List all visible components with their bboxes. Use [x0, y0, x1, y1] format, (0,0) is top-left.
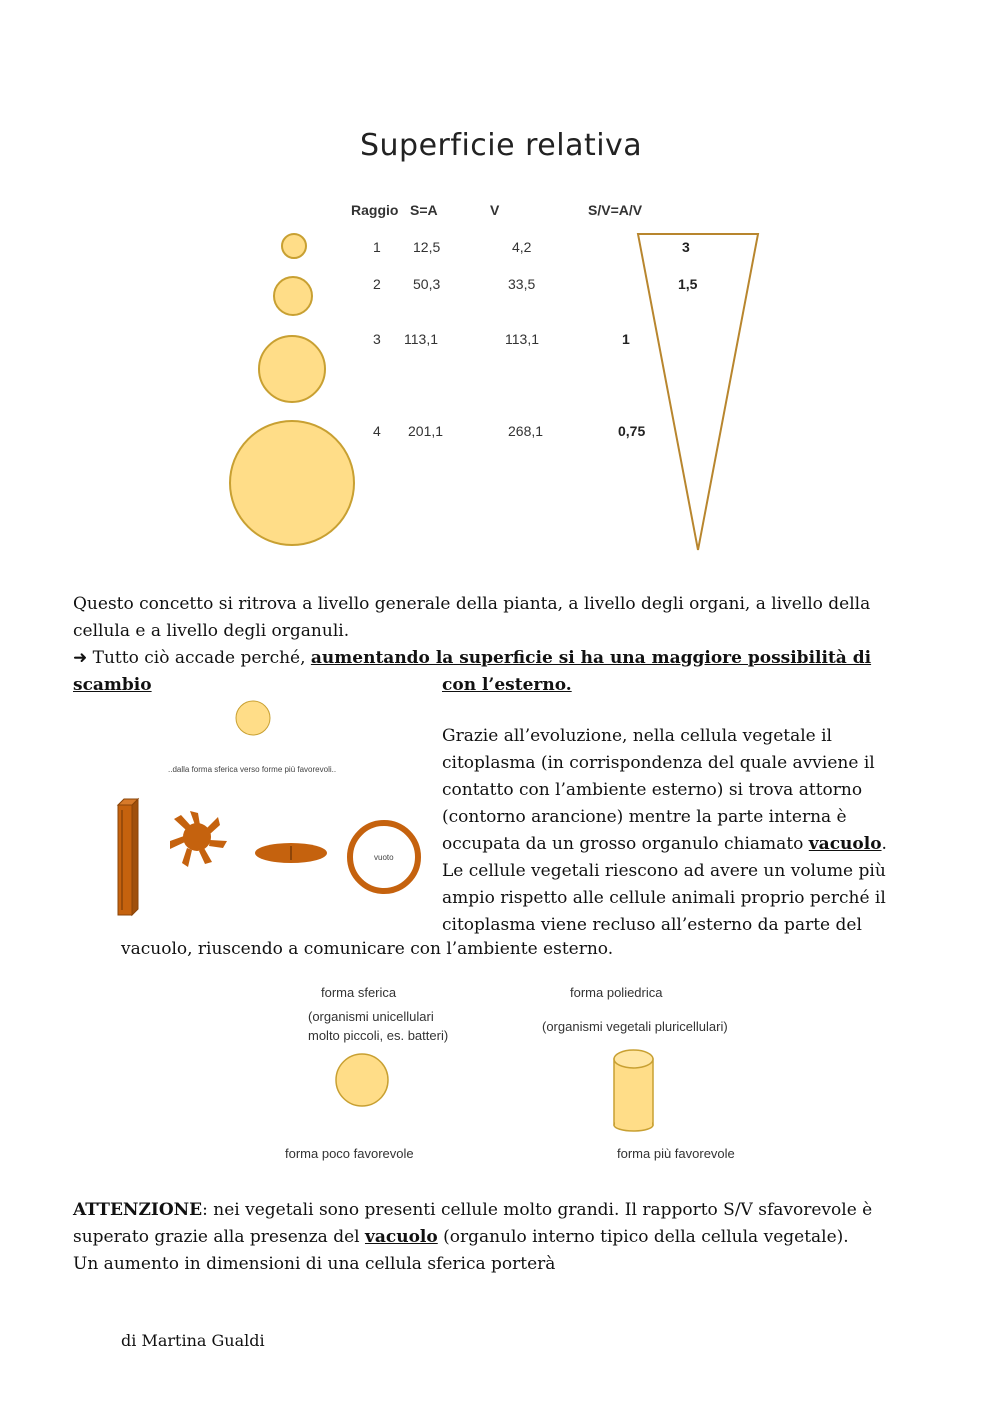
sphere-cell-icon	[336, 1054, 388, 1106]
row3-s: 113,1	[404, 331, 438, 347]
attention-label: ATTENZIONE	[73, 1200, 203, 1220]
table-header-v: V	[490, 202, 500, 218]
row1-ratio: 3	[682, 239, 690, 255]
left-form-sub-1: (organismi unicellulari	[308, 1009, 434, 1024]
table-header-raggio: Raggio	[351, 202, 399, 218]
shapes-figure	[110, 695, 430, 925]
left-form-title: forma sferica	[321, 985, 397, 1000]
evo-line-3: contatto con l’ambiente esterno) si trova attorno	[442, 780, 863, 800]
author-footer: di Martina Gualdi	[121, 1331, 265, 1350]
branched-shape	[170, 811, 227, 867]
row3-v: 113,1	[505, 331, 539, 347]
evo-line-4: (contorno arancione) mentre la parte interna è	[442, 807, 847, 827]
row2-v: 33,5	[508, 276, 536, 292]
table-header-ratio: S/V=A/V	[588, 202, 643, 218]
evo-line-6: Le cellule vegetali riescono ad avere un volume più	[442, 861, 886, 881]
vuoto-label: vuoto	[374, 853, 394, 862]
radius-figure	[0, 0, 1000, 580]
row3-raggio: 3	[373, 331, 381, 347]
arrow-emphasis-2: con l’esterno.	[442, 675, 572, 695]
row4-v: 268,1	[508, 423, 544, 439]
row2-ratio: 1,5	[678, 276, 698, 292]
left-form-caption: forma poco favorevole	[285, 1146, 414, 1161]
row2-s: 50,3	[413, 276, 441, 292]
vacuolo-term-2: vacuolo	[364, 1227, 438, 1247]
evo-line-2: citoplasma (in corrispondenza del quale avviene il	[442, 753, 875, 773]
evolution-paragraph	[442, 723, 912, 939]
evo-line-9: vacuolo, riuscendo a comunicare con l’ambiente esterno.	[121, 939, 614, 959]
intro-line-2: cellula e a livello degli organuli.	[73, 621, 350, 641]
page-title: Superficie relativa	[360, 128, 643, 163]
forms-figure	[320, 1040, 680, 1140]
circle-radius-2	[274, 277, 312, 315]
circle-radius-4	[230, 421, 354, 545]
ratio-triangle	[638, 234, 758, 550]
row4-raggio: 4	[373, 423, 381, 439]
row4-ratio: 0,75	[618, 423, 646, 439]
row1-raggio: 1	[373, 239, 381, 255]
arrow-line-2	[442, 672, 572, 699]
intro-line-1: Questo concetto si ritrova a livello generale della pianta, a livello degli organi, a livello della	[73, 594, 871, 614]
evo-line-8: citoplasma viene recluso all’esterno da parte del	[442, 915, 862, 935]
right-form-caption: forma più favorevole	[617, 1146, 735, 1161]
column-shape	[118, 805, 132, 915]
evo-line-5: occupata da un grosso organulo chiamato vacuolo.	[442, 834, 887, 854]
row3-ratio: 1	[622, 331, 630, 347]
vacuolo-term: vacuolo	[808, 834, 882, 854]
circle-radius-1	[282, 234, 306, 258]
sphere-icon	[236, 701, 270, 735]
right-form-title: forma poliedrica	[570, 985, 663, 1000]
row2-raggio: 2	[373, 276, 381, 292]
arrow-emphasis-1: aumentando la superficie si ha una maggiore possibilità di scambio	[73, 648, 872, 695]
row1-s: 12,5	[413, 239, 441, 255]
right-form-sub: (organismi vegetali pluricellulari)	[542, 1019, 728, 1034]
row4-s: 201,1	[408, 423, 444, 439]
attention-line-1: ATTENZIONE: nei vegetali sono presenti cellule molto grandi. Il rapporto S/V sfavorevole è	[73, 1200, 873, 1220]
arrow-prefix: ➜ Tutto ciò accade perché,	[73, 648, 311, 668]
row1-v: 4,2	[512, 239, 532, 255]
shapes-caption: ..dalla forma sferica verso forme più favorevoli..	[168, 765, 337, 774]
cylinder-cell-icon	[614, 1050, 653, 1131]
table-header-s: S=A	[410, 202, 438, 218]
circle-radius-3	[259, 336, 325, 402]
evo-line-7: ampio rispetto alle cellule animali proprio perché il	[442, 888, 886, 908]
attention-line-2: superato grazie alla presenza del vacuolo (organulo interno tipico della cellula vegetale).	[73, 1227, 849, 1247]
left-form-sub-2: molto piccoli, es. batteri)	[308, 1028, 449, 1043]
attention-line-3: Un aumento in dimensioni di una cellula sferica porterà	[73, 1254, 556, 1274]
attention-paragraph	[73, 1197, 953, 1278]
evo-line-1: Grazie all’evoluzione, nella cellula vegetale il	[442, 726, 832, 746]
